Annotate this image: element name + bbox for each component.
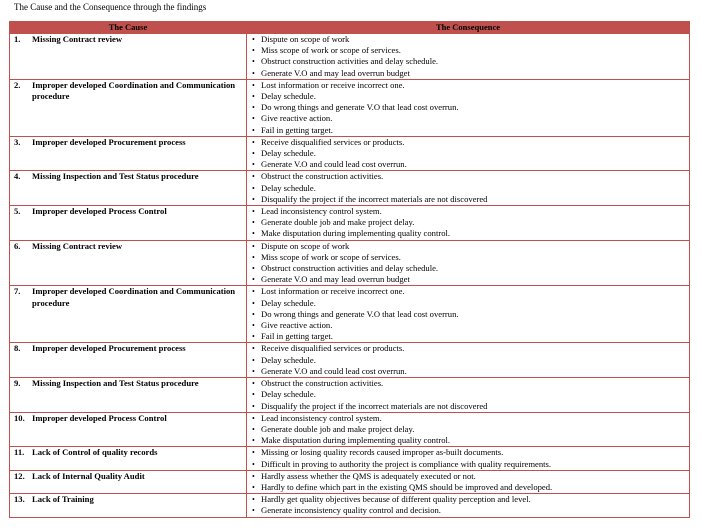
consequence-list: [247, 34, 689, 79]
consequence-item: • Delay schedule.: [247, 298, 689, 309]
row-number: 5.: [14, 206, 21, 217]
consequence-list: [247, 447, 689, 469]
consequence-item: • Delay schedule.: [247, 355, 689, 366]
consequence-item: • Obstruct the construction activities.: [247, 171, 689, 182]
row-number: 12.: [14, 470, 25, 481]
header-row: [10, 22, 690, 34]
consequence-item: • Give reactive action.: [247, 320, 689, 331]
consequence-cell: [247, 240, 690, 286]
cause-cell: [10, 206, 247, 241]
cause-column-header: The Cause: [10, 22, 247, 34]
cause-text: Lack of Control of quality records: [32, 447, 158, 458]
cause-cell: [10, 240, 247, 286]
consequence-item: • Miss scope of work or scope of services.: [247, 45, 689, 56]
consequence-item: • Receive disqualified services or products.: [247, 137, 689, 148]
consequence-item: • Disqualify the project if the incorrect materials are not discovered: [247, 194, 689, 205]
cause-text: Improper developed Process Control: [32, 412, 167, 423]
cause-cell: [10, 378, 247, 413]
consequence-cell: [247, 79, 690, 136]
consequence-item: • Generate V.O and may lead overrun budget: [247, 274, 689, 285]
row-number: 11.: [14, 447, 25, 458]
consequence-list: [247, 171, 689, 205]
consequence-item: • Missing or losing quality records caused improper as-built documents.: [247, 447, 689, 458]
consequence-item: • Lead inconsistency control system.: [247, 206, 689, 217]
consequence-list: [247, 378, 689, 412]
consequence-cell: [247, 412, 690, 447]
table-row: [10, 79, 690, 136]
row-number: 10.: [14, 412, 25, 423]
cause-cell: [10, 494, 247, 517]
consequence-list: [247, 241, 689, 286]
row-number: 1.: [14, 34, 21, 44]
cause-text: Missing Contract review: [32, 240, 123, 251]
consequence-cell: [247, 494, 690, 517]
cause-cell: [10, 447, 247, 470]
cause-text: Improper developed Procurement process: [32, 343, 186, 354]
consequence-item: • Delay schedule.: [247, 183, 689, 194]
consequence-item: • Generate V.O and could lead cost overrun.: [247, 159, 689, 170]
consequence-item: • Hardly to define which part in the existing QMS should be improved and developed.: [247, 482, 689, 493]
consequence-item: • Make disputation during implementing quality control.: [247, 228, 689, 239]
consequence-item: • Obstruct construction activities and delay schedule.: [247, 56, 689, 67]
consequence-cell: [247, 286, 690, 343]
cause-text: Improper developed Coordination and Communication procedure: [32, 286, 236, 308]
table-row: [10, 206, 690, 241]
consequence-cell: [247, 447, 690, 470]
cause-cell: [10, 470, 247, 493]
consequence-item: • Hardly assess whether the QMS is adequately executed or not.: [247, 471, 689, 482]
cause-text: Missing Inspection and Test Status procedure: [32, 171, 199, 182]
consequence-cell: [247, 343, 690, 378]
consequence-item: • Lost information or receive incorrect one.: [247, 80, 689, 91]
row-number: 4.: [14, 171, 21, 182]
cause-cell: [10, 171, 247, 206]
consequence-item: • Generate double job and make project delay.: [247, 217, 689, 228]
consequence-item: • Lead inconsistency control system.: [247, 413, 689, 424]
consequence-list: [247, 286, 689, 342]
consequence-cell: [247, 378, 690, 413]
consequence-item: • Dispute on scope of work: [247, 241, 689, 252]
row-number: 3.: [14, 136, 21, 147]
consequence-item: • Generate V.O and could lead cost overrun.: [247, 366, 689, 377]
cause-cell: [10, 34, 247, 80]
consequence-list: [247, 206, 689, 240]
consequence-cell: [247, 206, 690, 241]
table-row: [10, 240, 690, 286]
row-number: 8.: [14, 343, 21, 354]
consequence-list: [247, 80, 689, 136]
cause-cell: [10, 412, 247, 447]
consequence-item: • Delay schedule.: [247, 91, 689, 102]
table-row: [10, 412, 690, 447]
table-row: [10, 447, 690, 470]
cause-text: Missing Contract review: [32, 34, 123, 44]
consequence-list: [247, 343, 689, 377]
table-row: [10, 171, 690, 206]
consequence-item: • Dispute on scope of work: [247, 34, 689, 45]
consequence-item: • Fail in getting target.: [247, 125, 689, 136]
consequence-item: • Hardly get quality objectives because of different quality perception and level.: [247, 494, 689, 505]
consequence-item: • Lost information or receive incorrect one.: [247, 286, 689, 297]
row-number: 9.: [14, 378, 21, 389]
consequence-item: • Obstruct the construction activities.: [247, 378, 689, 389]
row-number: 2.: [14, 79, 21, 90]
consequence-list: [247, 413, 689, 447]
consequence-item: • Obstruct construction activities and delay schedule.: [247, 263, 689, 274]
table-row: [10, 34, 690, 80]
consequence-item: • Do wrong things and generate V.O that lead cost overrun.: [247, 309, 689, 320]
consequence-list: [247, 137, 689, 171]
consequence-item: • Make disputation during implementing quality control.: [247, 435, 689, 446]
consequence-item: • Difficult in proving to authority the project is compliance with quality requirements.: [247, 459, 689, 470]
consequence-item: • Generate inconsistency quality control and decision.: [247, 505, 689, 516]
consequence-item: • Delay schedule.: [247, 148, 689, 159]
consequence-item: • Disqualify the project if the incorrect materials are not discovered: [247, 401, 689, 412]
table-row: [10, 136, 690, 171]
consequence-cell: [247, 171, 690, 206]
row-number: 7.: [14, 286, 21, 297]
cause-cell: [10, 343, 247, 378]
consequence-item: • Generate double job and make project delay.: [247, 424, 689, 435]
table-caption: The Cause and the Consequence through the findings: [14, 2, 207, 12]
cause-text: Improper developed Procurement process: [32, 136, 186, 147]
cause-consequence-table: [9, 21, 690, 518]
row-number: 6.: [14, 240, 21, 251]
consequence-item: • Delay schedule.: [247, 389, 689, 400]
consequence-item: • Fail in getting target.: [247, 331, 689, 342]
consequence-item: • Do wrong things and generate V.O that lead cost overrun.: [247, 102, 689, 113]
cause-text: Missing Inspection and Test Status procedure: [32, 378, 199, 389]
table-row: [10, 286, 690, 343]
consequence-cell: [247, 34, 690, 80]
consequence-list: [247, 471, 689, 493]
consequence-cell: [247, 470, 690, 493]
cause-text: Improper developed Process Control: [32, 206, 167, 217]
consequence-column-header: The Consequence: [247, 22, 690, 34]
cause-cell: [10, 286, 247, 343]
consequence-cell: [247, 136, 690, 171]
table-row: [10, 470, 690, 493]
table-row: [10, 343, 690, 378]
table-row: [10, 494, 690, 517]
cause-cell: [10, 136, 247, 171]
consequence-item: • Generate V.O and may lead overrun budget: [247, 68, 689, 79]
consequence-item: • Receive disqualified services or products.: [247, 343, 689, 354]
consequence-item: • Miss scope of work or scope of services.: [247, 252, 689, 263]
cause-cell: [10, 79, 247, 136]
consequence-list: [247, 494, 689, 516]
cause-text: Lack of Internal Quality Audit: [32, 470, 145, 481]
row-number: 13.: [14, 494, 25, 505]
consequence-item: • Give reactive action.: [247, 113, 689, 124]
table-row: [10, 378, 690, 413]
cause-text: Improper developed Coordination and Communication procedure: [32, 79, 236, 102]
cause-text: Lack of Training: [32, 494, 94, 505]
